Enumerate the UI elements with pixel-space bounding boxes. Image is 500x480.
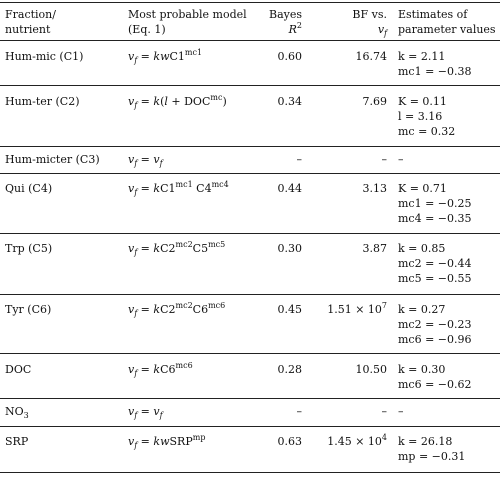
row-r2: 0.63 bbox=[277, 435, 302, 448]
row-r2: 0.34 bbox=[277, 95, 302, 108]
row-model: $v_f = kC6^{mc6}$ bbox=[128, 361, 193, 378]
row-params: K = 0.11 l = 3.16 mc = 0.32 bbox=[398, 95, 456, 138]
row-fraction: Trp (C5) bbox=[5, 242, 53, 255]
row-fraction: Hum-micter (C3) bbox=[5, 153, 100, 166]
row-r2: 0.30 bbox=[277, 242, 302, 255]
row-r2: 0.28 bbox=[277, 363, 302, 376]
row-bf: – bbox=[381, 405, 387, 418]
header-fraction: Fraction/ nutrient bbox=[5, 8, 56, 36]
row-r2: – bbox=[296, 153, 302, 166]
row-rule bbox=[0, 146, 500, 147]
header-estimates: Estimates of parameter values bbox=[398, 8, 496, 36]
row-fraction: $NO_3$ bbox=[5, 405, 29, 420]
row-rule bbox=[0, 426, 500, 427]
row-bf: – bbox=[381, 153, 387, 166]
table-bottom-rule bbox=[0, 472, 500, 473]
row-params: – bbox=[398, 153, 404, 166]
row-rule bbox=[0, 173, 500, 174]
row-rule bbox=[0, 353, 500, 354]
row-params: k = 26.18 mp = −0.31 bbox=[398, 435, 466, 463]
row-model: $v_f = kwC1^{mc1}$ bbox=[128, 48, 203, 65]
header-model: Most probable model (Eq. 1) bbox=[128, 8, 247, 36]
row-params: k = 2.11 mc1 = −0.38 bbox=[398, 50, 472, 78]
row-rule bbox=[0, 233, 500, 234]
row-fraction: Hum-mic (C1) bbox=[5, 50, 84, 63]
row-fraction: DOC bbox=[5, 363, 32, 376]
row-r2: 0.44 bbox=[277, 182, 302, 195]
row-bf: 3.87 bbox=[362, 242, 387, 255]
row-bf: 3.13 bbox=[362, 182, 387, 195]
row-model: $v_f = v_f$ bbox=[128, 405, 163, 420]
row-bf: $1.51 \times 10^7$ bbox=[327, 301, 387, 316]
table-top-rule bbox=[0, 2, 500, 3]
row-r2: 0.45 bbox=[277, 303, 302, 316]
row-model: $v_f = kC2^{mc2}C6^{mc6}$ bbox=[128, 301, 226, 318]
row-bf: 16.74 bbox=[355, 50, 387, 63]
row-params: k = 0.85 mc2 = −0.44 mc5 = −0.55 bbox=[398, 242, 472, 285]
row-fraction: Qui (C4) bbox=[5, 182, 53, 195]
row-model: $v_f = kC1^{mc1}$ $C4^{mc4}$ bbox=[128, 180, 229, 197]
header-bf: BF vs. $v_f$ bbox=[310, 7, 387, 38]
r2-symbol: $R^2$ bbox=[288, 21, 302, 36]
row-params: k = 0.27 mc2 = −0.23 mc6 = −0.96 bbox=[398, 303, 472, 346]
row-rule bbox=[0, 85, 500, 86]
row-model: $v_f = k(l + DOC^{mc})$ bbox=[128, 93, 227, 110]
header-rule bbox=[0, 40, 500, 41]
row-model: $v_f$ = kwSRP$^{mp}$ bbox=[128, 433, 206, 450]
row-fraction: Tyr (C6) bbox=[5, 303, 52, 316]
row-fraction: SRP bbox=[5, 435, 29, 448]
row-r2: – bbox=[296, 405, 302, 418]
row-rule bbox=[0, 294, 500, 295]
vf-symbol: $v_f$ bbox=[377, 23, 387, 38]
row-bf: 7.69 bbox=[362, 95, 387, 108]
row-bf: 10.50 bbox=[355, 363, 387, 376]
row-model: $v_f = kC2^{mc2}C5^{mc5}$ bbox=[128, 240, 226, 257]
row-params: K = 0.71 mc1 = −0.25 mc4 = −0.35 bbox=[398, 182, 472, 225]
row-fraction: Hum-ter (C2) bbox=[5, 95, 80, 108]
row-model: $v_f = v_f$ bbox=[128, 153, 163, 168]
row-r2: 0.60 bbox=[277, 50, 302, 63]
header-bayes-r2: Bayes $R^2$ bbox=[250, 7, 302, 38]
row-params: – bbox=[398, 405, 404, 418]
row-bf: $1.45 \times 10^4$ bbox=[327, 433, 387, 448]
row-rule bbox=[0, 398, 500, 399]
row-params: k = 0.30 mc6 = −0.62 bbox=[398, 363, 472, 391]
